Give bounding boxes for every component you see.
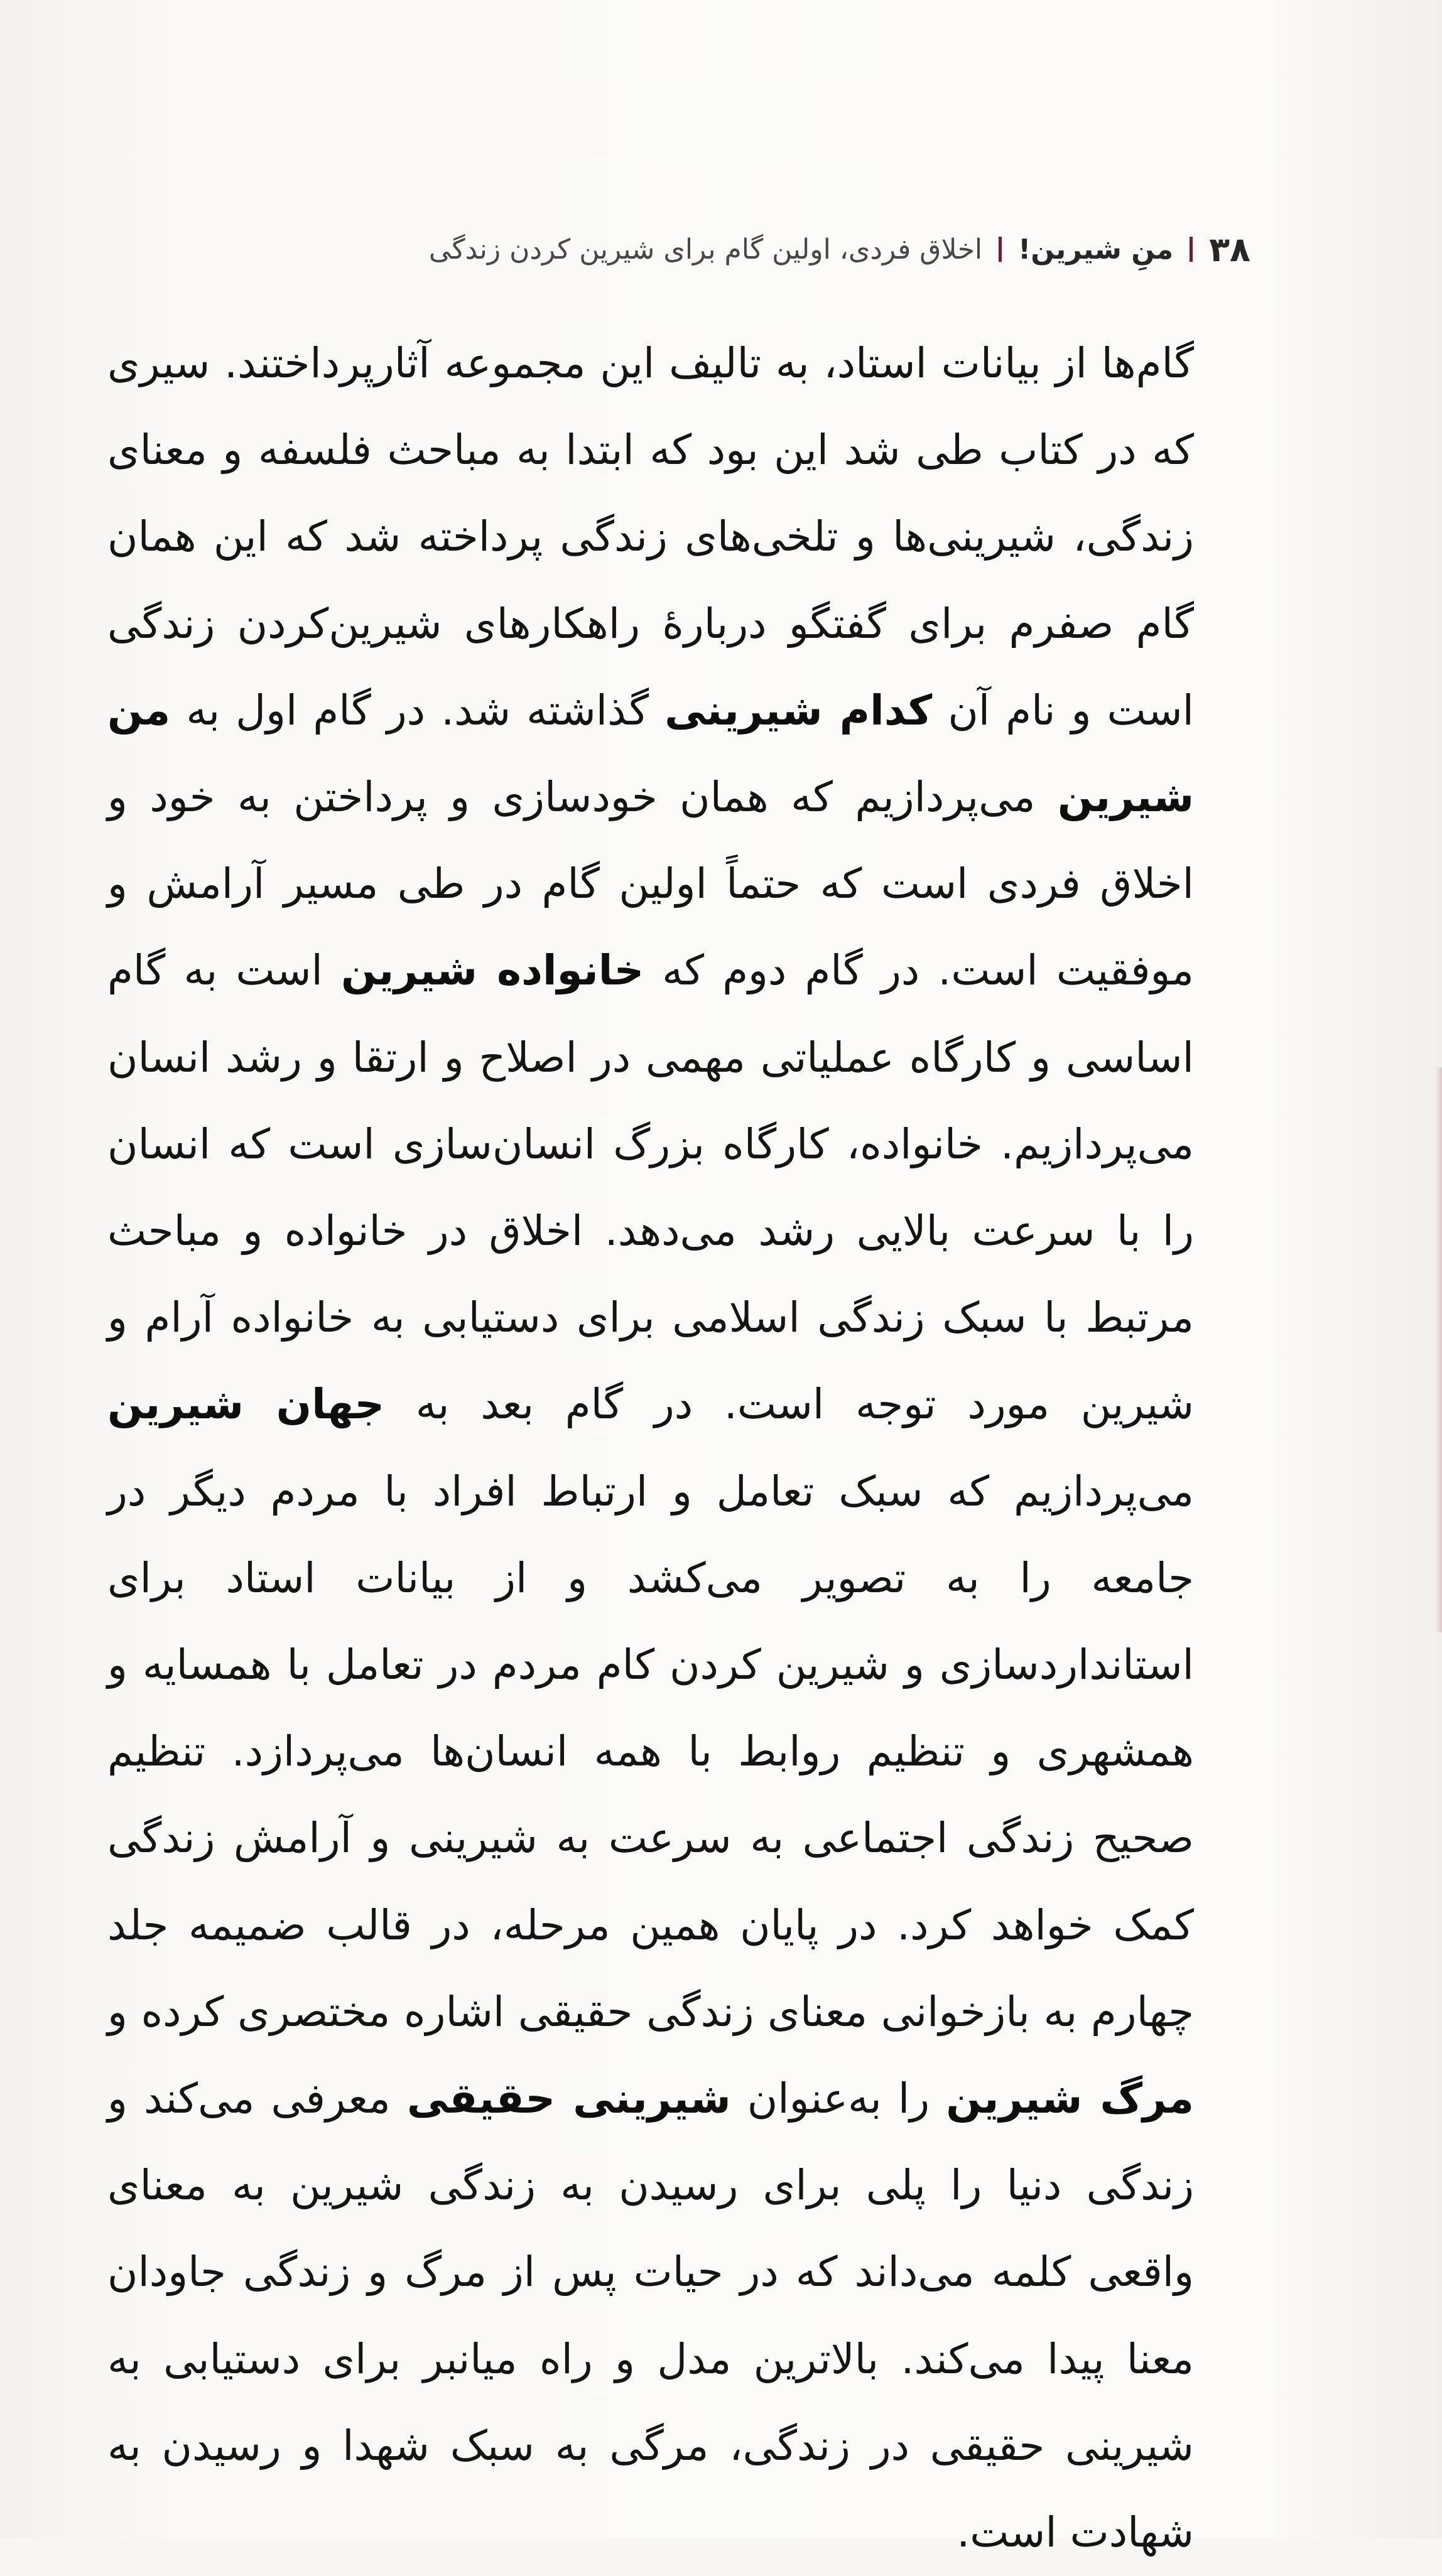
text-run: را به‌عنوان — [730, 2074, 946, 2123]
text-run: می‌پردازیم که سبک تعامل و ارتباط افراد با مردم دیگر در جامعه را به تصویر می‌کشد و از بیانات استاد برای استانداردسازی و شیرین کردن کام مردم در تعامل با همسایه و همشهری و تنظیم روابط با همه انسان‌ها می‌پردازد. تنظیم صحیح زندگی اجتماعی به سرعت به شیرینی و آرامش زندگی کمک خواهد کرد. در پایان همین مرحله، در قالب ضمیمه جلد چهارم به بازخوانی معنای زندگی حقیقی اشاره مختصری کرده و — [107, 1467, 1194, 2036]
body-text — [107, 320, 1194, 2576]
header-separator — [999, 237, 1002, 262]
text-run: است به گام اساسی و کارگاه عملیاتی مهمی در اصلاح و ارتقا و رشد انسان می‌پردازیم. خانواده، کارگاه بزرگ انسان‌سازی است که انسان را با سرعت بالایی رشد می‌دهد. اخلاق در خانواده و مباحث مرتبط با سبک زندگی اسلامی برای دستیابی به خانواده آرام و شیرین مورد توجه است. در گام بعد به — [107, 946, 1194, 1429]
bold-term: مرگ شیرین — [946, 2074, 1194, 2123]
paragraph — [107, 320, 1194, 2576]
text-run: معرفی می‌کند و زندگی دنیا را پلی برای رسیدن به زندگی شیرین به معنای واقعی کلمه می‌داند که در حیات پس از مرگ و زندگی جاودان معنا پیدا می‌کند. بالاترین مدل و راه میانبر برای دستیابی به شیرینی حقیقی در زندگی، مرگی به سبک شهدا و رسیدن به شهادت است. — [107, 2074, 1194, 2557]
bold-term: جهان شیرین — [107, 1380, 385, 1429]
bold-term: کدام شیرینی — [664, 686, 933, 735]
bold-term: من شیرین — [107, 686, 1194, 822]
bold-term: شیرینی حقیقی — [406, 2074, 731, 2123]
book-title: منِ شیرین! — [1018, 233, 1174, 266]
text-run: می‌پردازیم که همان خودسازی و پرداختن به خود و اخلاق فردی است که حتماً اولین گام در طی مسیر آرامش و موفقیت است. در گام دوم که — [107, 773, 1195, 995]
header-separator — [1190, 237, 1193, 262]
page-edge-shadow — [1436, 1067, 1442, 1632]
running-header — [429, 221, 1250, 278]
bold-term: خانواده شیرین — [340, 946, 644, 995]
text-run: گذاشته شد. در گام اول به — [170, 686, 665, 735]
text-run: گام‌ها از بیانات استاد، به تالیف این مجموعه آثارپرداختند. سیری که در کتاب طی شد این بود که ابتدا به مباحث فلسفه و معنای زندگی، شیرینی‌ها و تلخی‌های زندگی پرداخته شد که این همان گام صفرم برای گفتگو دربارهٔ راهکارهای شیرین‌کردن زندگی است و نام آن — [107, 339, 1194, 735]
chapter-title: اخلاق فردی، اولین گام برای شیرین کردن زندگی — [428, 233, 983, 266]
page-number: ۳۸ — [1209, 229, 1250, 269]
